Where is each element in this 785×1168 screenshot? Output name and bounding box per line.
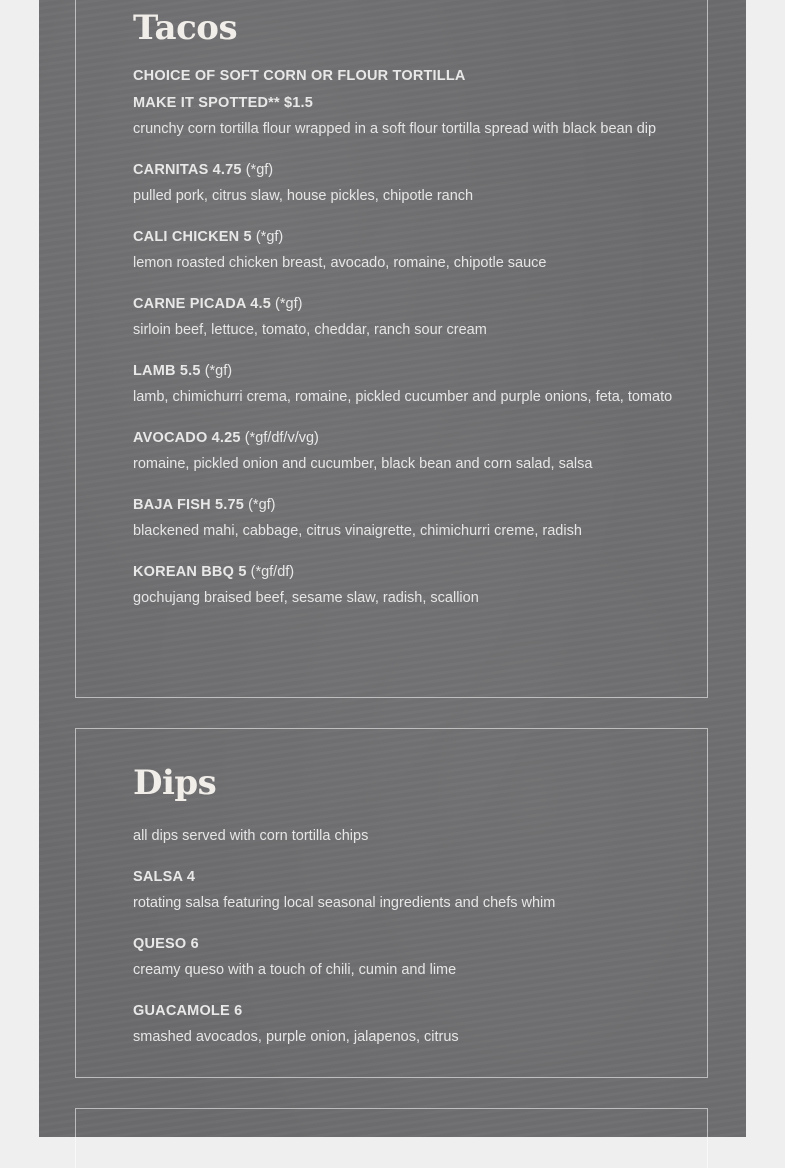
menu-item-description: lemon roasted chicken breast, avocado, romaine, chipotle sauce	[133, 255, 547, 271]
menu-item	[133, 425, 673, 478]
menu-item-title	[133, 931, 673, 958]
dips-content	[133, 762, 673, 1051]
menu-item-description: rotating salsa featuring local seasonal ingredients and chefs whim	[133, 895, 556, 911]
menu-item-name: SALSA 4	[133, 868, 196, 885]
make-it-spotted-line: MAKE IT SPOTTED** $1.5	[133, 94, 314, 111]
spotted-description: crunchy corn tortilla flour wrapped in a soft flour tortilla spread with black bean dip	[133, 121, 657, 137]
tacos-intro	[133, 63, 673, 143]
menu-item	[133, 157, 673, 210]
menu-item-description: creamy queso with a touch of chili, cumin and lime	[133, 962, 457, 978]
dips-section	[75, 728, 708, 1078]
menu-item-description: gochujang braised beef, sesame slaw, radish, scallion	[133, 590, 479, 606]
menu-item-title	[133, 157, 673, 184]
menu-item	[133, 931, 673, 984]
menu-item	[133, 224, 673, 277]
menu-item-name: LAMB 5.5	[133, 362, 201, 379]
menu-page	[39, 0, 746, 1137]
menu-item	[133, 291, 673, 344]
menu-item	[133, 358, 673, 411]
dips-heading: Dips	[133, 763, 217, 803]
menu-item	[133, 864, 673, 917]
menu-item-name: CARNE PICADA 4.5	[133, 295, 272, 312]
diet-tag: (*gf/df)	[246, 563, 295, 580]
menu-item-title	[133, 358, 673, 385]
menu-item-title	[133, 998, 673, 1025]
diet-tag: (*gf)	[244, 496, 276, 513]
menu-item-description: pulled pork, citrus slaw, house pickles, chipotle ranch	[133, 188, 474, 204]
menu-item-name: QUESO 6	[133, 935, 199, 952]
menu-item-title	[133, 864, 673, 891]
next-section	[75, 1108, 708, 1168]
menu-item-name: BAJA FISH 5.75	[133, 496, 245, 513]
menu-item-name: CARNITAS 4.75	[133, 161, 242, 178]
diet-tag: (*gf)	[271, 295, 303, 312]
menu-item	[133, 492, 673, 545]
menu-item-title	[133, 492, 673, 519]
tacos-content	[133, 7, 673, 612]
menu-item-name: GUACAMOLE 6	[133, 1002, 243, 1019]
menu-item-name: AVOCADO 4.25	[133, 429, 241, 446]
menu-item-title	[133, 224, 673, 251]
menu-item-description: sirloin beef, lettuce, tomato, cheddar, ranch sour cream	[133, 322, 487, 338]
dips-description: all dips served with corn tortilla chips	[133, 828, 369, 844]
menu-item-description: smashed avocados, purple onion, jalapenos, citrus	[133, 1029, 459, 1045]
tortilla-choice-line: CHOICE OF SOFT CORN OR FLOUR TORTILLA	[133, 68, 466, 84]
tacos-heading: Tacos	[133, 8, 238, 48]
menu-item	[133, 559, 673, 612]
menu-item-name: CALI CHICKEN 5	[133, 228, 252, 245]
diet-tag: (*gf)	[200, 362, 233, 379]
dips-intro	[133, 823, 673, 850]
menu-item-name: KOREAN BBQ 5	[133, 563, 247, 580]
menu-item-title	[133, 425, 673, 452]
menu-item-title	[133, 291, 673, 318]
diet-tag: (*gf/df/v/vg)	[240, 429, 319, 446]
diet-tag: (*gf)	[251, 228, 284, 245]
menu-item-description: blackened mahi, cabbage, citrus vinaigrette, chimichurri creme, radish	[133, 523, 582, 539]
menu-item	[133, 998, 673, 1051]
diet-tag: (*gf)	[241, 161, 274, 178]
menu-item-description: romaine, pickled onion and cucumber, black bean and corn salad, salsa	[133, 456, 593, 472]
tacos-section	[75, 0, 708, 698]
menu-item-title	[133, 559, 673, 586]
menu-item-description: lamb, chimichurri crema, romaine, pickled cucumber and purple onions, feta, tomato	[133, 389, 673, 405]
